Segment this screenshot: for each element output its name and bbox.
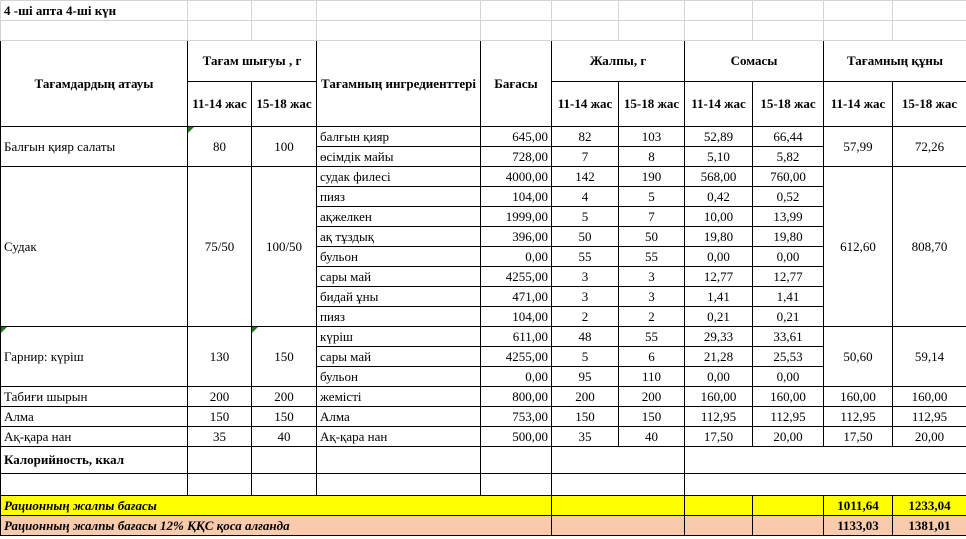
price-cell[interactable]: 645,00 — [481, 127, 552, 147]
sum-11-14-cell[interactable]: 5,10 — [685, 147, 753, 167]
grams-15-18-cell[interactable]: 55 — [619, 247, 685, 267]
grams-11-14-cell[interactable]: 150 — [552, 407, 619, 427]
output-15-18-cell[interactable]: 200 — [252, 387, 317, 407]
total-15-18-value[interactable]: 1233,04 — [893, 496, 966, 516]
price-cell[interactable]: 4000,00 — [481, 167, 552, 187]
dish-name-cell[interactable]: Алма — [1, 407, 188, 427]
cell[interactable] — [552, 447, 685, 474]
grams-15-18-cell[interactable]: 110 — [619, 367, 685, 387]
dish-name-cell[interactable]: Ақ-қара нан — [1, 427, 188, 447]
grams-15-18-cell[interactable]: 6 — [619, 347, 685, 367]
cell[interactable] — [552, 21, 619, 41]
ingredient-cell[interactable]: балғын қияр — [317, 127, 481, 147]
price-cell[interactable]: 104,00 — [481, 307, 552, 327]
ingredient-cell[interactable]: күріш — [317, 327, 481, 347]
grams-15-18-cell[interactable]: 8 — [619, 147, 685, 167]
cell[interactable] — [1, 21, 188, 41]
grams-11-14-cell[interactable]: 3 — [552, 267, 619, 287]
cost-11-14-cell[interactable]: 612,60 — [824, 167, 893, 327]
grams-15-18-cell[interactable]: 3 — [619, 267, 685, 287]
output-11-14-cell[interactable]: 200 — [188, 387, 252, 407]
cell[interactable] — [685, 21, 753, 41]
sum-15-18-cell[interactable]: 0,00 — [753, 367, 824, 387]
price-cell[interactable]: 500,00 — [481, 427, 552, 447]
price-cell[interactable]: 4255,00 — [481, 267, 552, 287]
sum-15-18-cell[interactable]: 160,00 — [753, 387, 824, 407]
grams-15-18-cell[interactable]: 200 — [619, 387, 685, 407]
grams-11-14-cell[interactable]: 82 — [552, 127, 619, 147]
output-11-14-cell[interactable]: 75/50 — [188, 167, 252, 327]
grams-11-14-cell[interactable]: 35 — [552, 427, 619, 447]
cell[interactable] — [685, 496, 753, 516]
header-age-15-18[interactable]: 15-18 жас — [753, 82, 824, 127]
vat-15-18-value[interactable]: 1381,01 — [893, 516, 966, 536]
sum-15-18-cell[interactable]: 0,00 — [753, 247, 824, 267]
cost-11-14-cell[interactable]: 17,50 — [824, 427, 893, 447]
dish-name-cell[interactable]: Балғын қияр салаты — [1, 127, 188, 167]
header-output[interactable]: Тағам шығуы , г — [188, 41, 317, 82]
table-row — [1, 167, 966, 187]
vat-row — [1, 516, 966, 536]
grams-15-18-cell[interactable]: 40 — [619, 427, 685, 447]
sum-11-14-cell[interactable]: 0,00 — [685, 247, 753, 267]
table-row — [1, 447, 966, 474]
cell[interactable] — [481, 447, 552, 474]
cell[interactable] — [317, 447, 481, 474]
grams-11-14-cell[interactable]: 50 — [552, 227, 619, 247]
header-age-11-14[interactable]: 11-14 жас — [552, 82, 619, 127]
sum-15-18-cell[interactable]: 33,61 — [753, 327, 824, 347]
grams-15-18-cell[interactable]: 5 — [619, 187, 685, 207]
grams-11-14-cell[interactable]: 3 — [552, 287, 619, 307]
cell[interactable] — [1, 474, 188, 496]
ingredient-cell[interactable]: пияз — [317, 307, 481, 327]
grams-11-14-cell[interactable]: 200 — [552, 387, 619, 407]
price-cell[interactable]: 753,00 — [481, 407, 552, 427]
ingredient-cell[interactable]: Ақ-қара нан — [317, 427, 481, 447]
grams-11-14-cell[interactable]: 2 — [552, 307, 619, 327]
cell[interactable] — [893, 21, 966, 41]
grams-11-14-cell[interactable]: 4 — [552, 187, 619, 207]
table-row — [1, 327, 966, 347]
cell[interactable] — [252, 474, 317, 496]
sum-15-18-cell[interactable]: 12,77 — [753, 267, 824, 287]
header-age-15-18[interactable]: 15-18 жас — [893, 82, 966, 127]
grams-11-14-cell[interactable]: 48 — [552, 327, 619, 347]
cell[interactable] — [753, 496, 824, 516]
cell[interactable] — [753, 516, 824, 536]
sum-11-14-cell[interactable]: 17,50 — [685, 427, 753, 447]
cell[interactable] — [753, 1, 824, 21]
header-sum[interactable]: Сомасы — [685, 41, 824, 82]
dish-name-cell[interactable]: Судак — [1, 167, 188, 327]
cost-11-14-cell[interactable]: 160,00 — [824, 387, 893, 407]
price-cell[interactable]: 1999,00 — [481, 207, 552, 227]
output-15-18-cell[interactable]: 100/50 — [252, 167, 317, 327]
header-age-15-18[interactable]: 15-18 жас — [252, 82, 317, 127]
grams-15-18-cell[interactable]: 55 — [619, 327, 685, 347]
sum-11-14-cell[interactable]: 29,33 — [685, 327, 753, 347]
cost-15-18-cell[interactable]: 20,00 — [893, 427, 966, 447]
sum-15-18-cell[interactable]: 1,41 — [753, 287, 824, 307]
calories-label[interactable]: Калорийность, ккал — [1, 447, 188, 474]
table-row — [1, 127, 966, 147]
cell[interactable] — [317, 1, 481, 21]
price-cell[interactable]: 728,00 — [481, 147, 552, 167]
ingredient-cell[interactable]: бульон — [317, 247, 481, 267]
sum-11-14-cell[interactable]: 21,28 — [685, 347, 753, 367]
cell[interactable] — [552, 1, 619, 21]
sum-11-14-cell[interactable]: 52,89 — [685, 127, 753, 147]
ingredient-cell[interactable]: ақ тұздық — [317, 227, 481, 247]
header-age-11-14[interactable]: 11-14 жас — [824, 82, 893, 127]
cell[interactable] — [481, 21, 552, 41]
grams-11-14-cell[interactable]: 7 — [552, 147, 619, 167]
sum-15-18-cell[interactable]: 66,44 — [753, 127, 824, 147]
header-price[interactable]: Бағасы — [481, 41, 552, 127]
table-row — [1, 474, 966, 496]
cost-11-14-cell[interactable]: 112,95 — [824, 407, 893, 427]
output-15-18-cell[interactable]: 40 — [252, 427, 317, 447]
sum-11-14-cell[interactable]: 1,41 — [685, 287, 753, 307]
cell[interactable] — [552, 474, 685, 496]
output-11-14-cell[interactable]: 150 — [188, 407, 252, 427]
header-dish-cost[interactable]: Тағамның құны — [824, 41, 966, 82]
cell[interactable] — [317, 21, 481, 41]
ingredient-cell[interactable]: пияз — [317, 187, 481, 207]
sum-15-18-cell[interactable]: 20,00 — [753, 427, 824, 447]
cell[interactable] — [188, 21, 252, 41]
cost-15-18-cell[interactable]: 160,00 — [893, 387, 966, 407]
sum-11-14-cell[interactable]: 0,21 — [685, 307, 753, 327]
sum-11-14-cell[interactable]: 0,00 — [685, 367, 753, 387]
price-cell[interactable]: 396,00 — [481, 227, 552, 247]
cell[interactable] — [619, 1, 685, 21]
total-11-14-value[interactable]: 1011,64 — [824, 496, 893, 516]
grams-15-18-cell[interactable]: 2 — [619, 307, 685, 327]
grams-11-14-cell[interactable]: 142 — [552, 167, 619, 187]
output-11-14-cell[interactable]: 80 — [188, 127, 252, 167]
output-15-18-cell[interactable]: 150 — [252, 327, 317, 387]
output-11-14-cell[interactable]: 130 — [188, 327, 252, 387]
header-dish-name[interactable]: Тағамдардың атауы — [1, 41, 188, 127]
sum-11-14-cell[interactable]: 160,00 — [685, 387, 753, 407]
cell[interactable] — [252, 21, 317, 41]
price-cell[interactable]: 800,00 — [481, 387, 552, 407]
cell[interactable] — [552, 516, 685, 536]
cell[interactable] — [252, 1, 317, 21]
cost-15-18-cell[interactable]: 72,26 — [893, 127, 966, 167]
grams-11-14-cell[interactable]: 5 — [552, 207, 619, 227]
grams-11-14-cell[interactable]: 95 — [552, 367, 619, 387]
cell[interactable] — [685, 474, 966, 496]
sum-15-18-cell[interactable]: 760,00 — [753, 167, 824, 187]
cell[interactable] — [552, 496, 685, 516]
grams-15-18-cell[interactable]: 190 — [619, 167, 685, 187]
ingredient-cell[interactable]: судак филесі — [317, 167, 481, 187]
cell[interactable] — [317, 474, 481, 496]
cell[interactable] — [188, 474, 252, 496]
cell[interactable] — [188, 447, 252, 474]
sum-15-18-cell[interactable]: 25,53 — [753, 347, 824, 367]
cell[interactable] — [188, 1, 252, 21]
grams-15-18-cell[interactable]: 3 — [619, 287, 685, 307]
output-11-14-cell[interactable]: 35 — [188, 427, 252, 447]
sum-15-18-cell[interactable]: 13,99 — [753, 207, 824, 227]
ingredient-cell[interactable]: өсімдік майы — [317, 147, 481, 167]
grams-15-18-cell[interactable]: 150 — [619, 407, 685, 427]
ingredient-cell[interactable]: жемісті — [317, 387, 481, 407]
header-age-15-18[interactable]: 15-18 жас — [619, 82, 685, 127]
price-cell[interactable]: 4255,00 — [481, 347, 552, 367]
ingredient-cell[interactable]: сары май — [317, 347, 481, 367]
cell[interactable] — [685, 447, 966, 474]
output-15-18-cell[interactable]: 150 — [252, 407, 317, 427]
total-row — [1, 496, 966, 516]
cell[interactable] — [685, 516, 753, 536]
vat-11-14-value[interactable]: 1133,03 — [824, 516, 893, 536]
cell[interactable] — [753, 21, 824, 41]
cost-15-18-cell[interactable]: 808,70 — [893, 167, 966, 327]
sum-15-18-cell[interactable]: 19,80 — [753, 227, 824, 247]
ingredient-cell[interactable]: бидай ұны — [317, 287, 481, 307]
sum-15-18-cell[interactable]: 0,52 — [753, 187, 824, 207]
grams-11-14-cell[interactable]: 5 — [552, 347, 619, 367]
table-row — [1, 387, 966, 407]
total-with-vat-label[interactable]: Рационның жалпы бағасы 12% ҚҚС қоса алғанда — [1, 516, 552, 536]
cell[interactable] — [824, 1, 893, 21]
sum-11-14-cell[interactable]: 112,95 — [685, 407, 753, 427]
sum-11-14-cell[interactable]: 19,80 — [685, 227, 753, 247]
dish-name-cell[interactable]: Гарнир: күріш — [1, 327, 188, 387]
header-age-11-14[interactable]: 11-14 жас — [188, 82, 252, 127]
sum-11-14-cell[interactable]: 10,00 — [685, 207, 753, 227]
cell[interactable] — [824, 21, 893, 41]
ingredient-cell[interactable]: ақжелкен — [317, 207, 481, 227]
price-cell[interactable]: 471,00 — [481, 287, 552, 307]
cell[interactable] — [619, 21, 685, 41]
cost-15-18-cell[interactable]: 59,14 — [893, 327, 966, 387]
sum-11-14-cell[interactable]: 0,42 — [685, 187, 753, 207]
price-cell[interactable]: 0,00 — [481, 247, 552, 267]
grams-11-14-cell[interactable]: 55 — [552, 247, 619, 267]
cost-11-14-cell[interactable]: 57,99 — [824, 127, 893, 167]
price-cell[interactable]: 104,00 — [481, 187, 552, 207]
price-cell[interactable]: 0,00 — [481, 367, 552, 387]
header-ingredients[interactable]: Тағамның ингредиенттері — [317, 41, 481, 127]
ingredient-cell[interactable]: бульон — [317, 367, 481, 387]
page-title[interactable]: 4 -ші апта 4-ші күн — [1, 1, 188, 21]
table-row — [1, 407, 966, 427]
dish-name-cell[interactable]: Табиғи шырын — [1, 387, 188, 407]
cell[interactable] — [893, 1, 966, 21]
grams-15-18-cell[interactable]: 50 — [619, 227, 685, 247]
header-age-11-14[interactable]: 11-14 жас — [685, 82, 753, 127]
total-price-label[interactable]: Рационның жалпы бағасы — [1, 496, 552, 516]
sum-15-18-cell[interactable]: 112,95 — [753, 407, 824, 427]
sum-11-14-cell[interactable]: 568,00 — [685, 167, 753, 187]
sum-11-14-cell[interactable]: 12,77 — [685, 267, 753, 287]
cost-11-14-cell[interactable]: 50,60 — [824, 327, 893, 387]
ingredient-cell[interactable]: Алма — [317, 407, 481, 427]
output-15-18-cell[interactable]: 100 — [252, 127, 317, 167]
sum-15-18-cell[interactable]: 0,21 — [753, 307, 824, 327]
cell[interactable] — [481, 1, 552, 21]
ingredient-cell[interactable]: сары май — [317, 267, 481, 287]
cost-15-18-cell[interactable]: 112,95 — [893, 407, 966, 427]
cell[interactable] — [252, 447, 317, 474]
price-cell[interactable]: 611,00 — [481, 327, 552, 347]
cell[interactable] — [481, 474, 552, 496]
header-total-grams[interactable]: Жалпы, г — [552, 41, 685, 82]
sum-15-18-cell[interactable]: 5,82 — [753, 147, 824, 167]
grams-15-18-cell[interactable]: 103 — [619, 127, 685, 147]
table-row — [1, 427, 966, 447]
cell[interactable] — [685, 1, 753, 21]
grams-15-18-cell[interactable]: 7 — [619, 207, 685, 227]
